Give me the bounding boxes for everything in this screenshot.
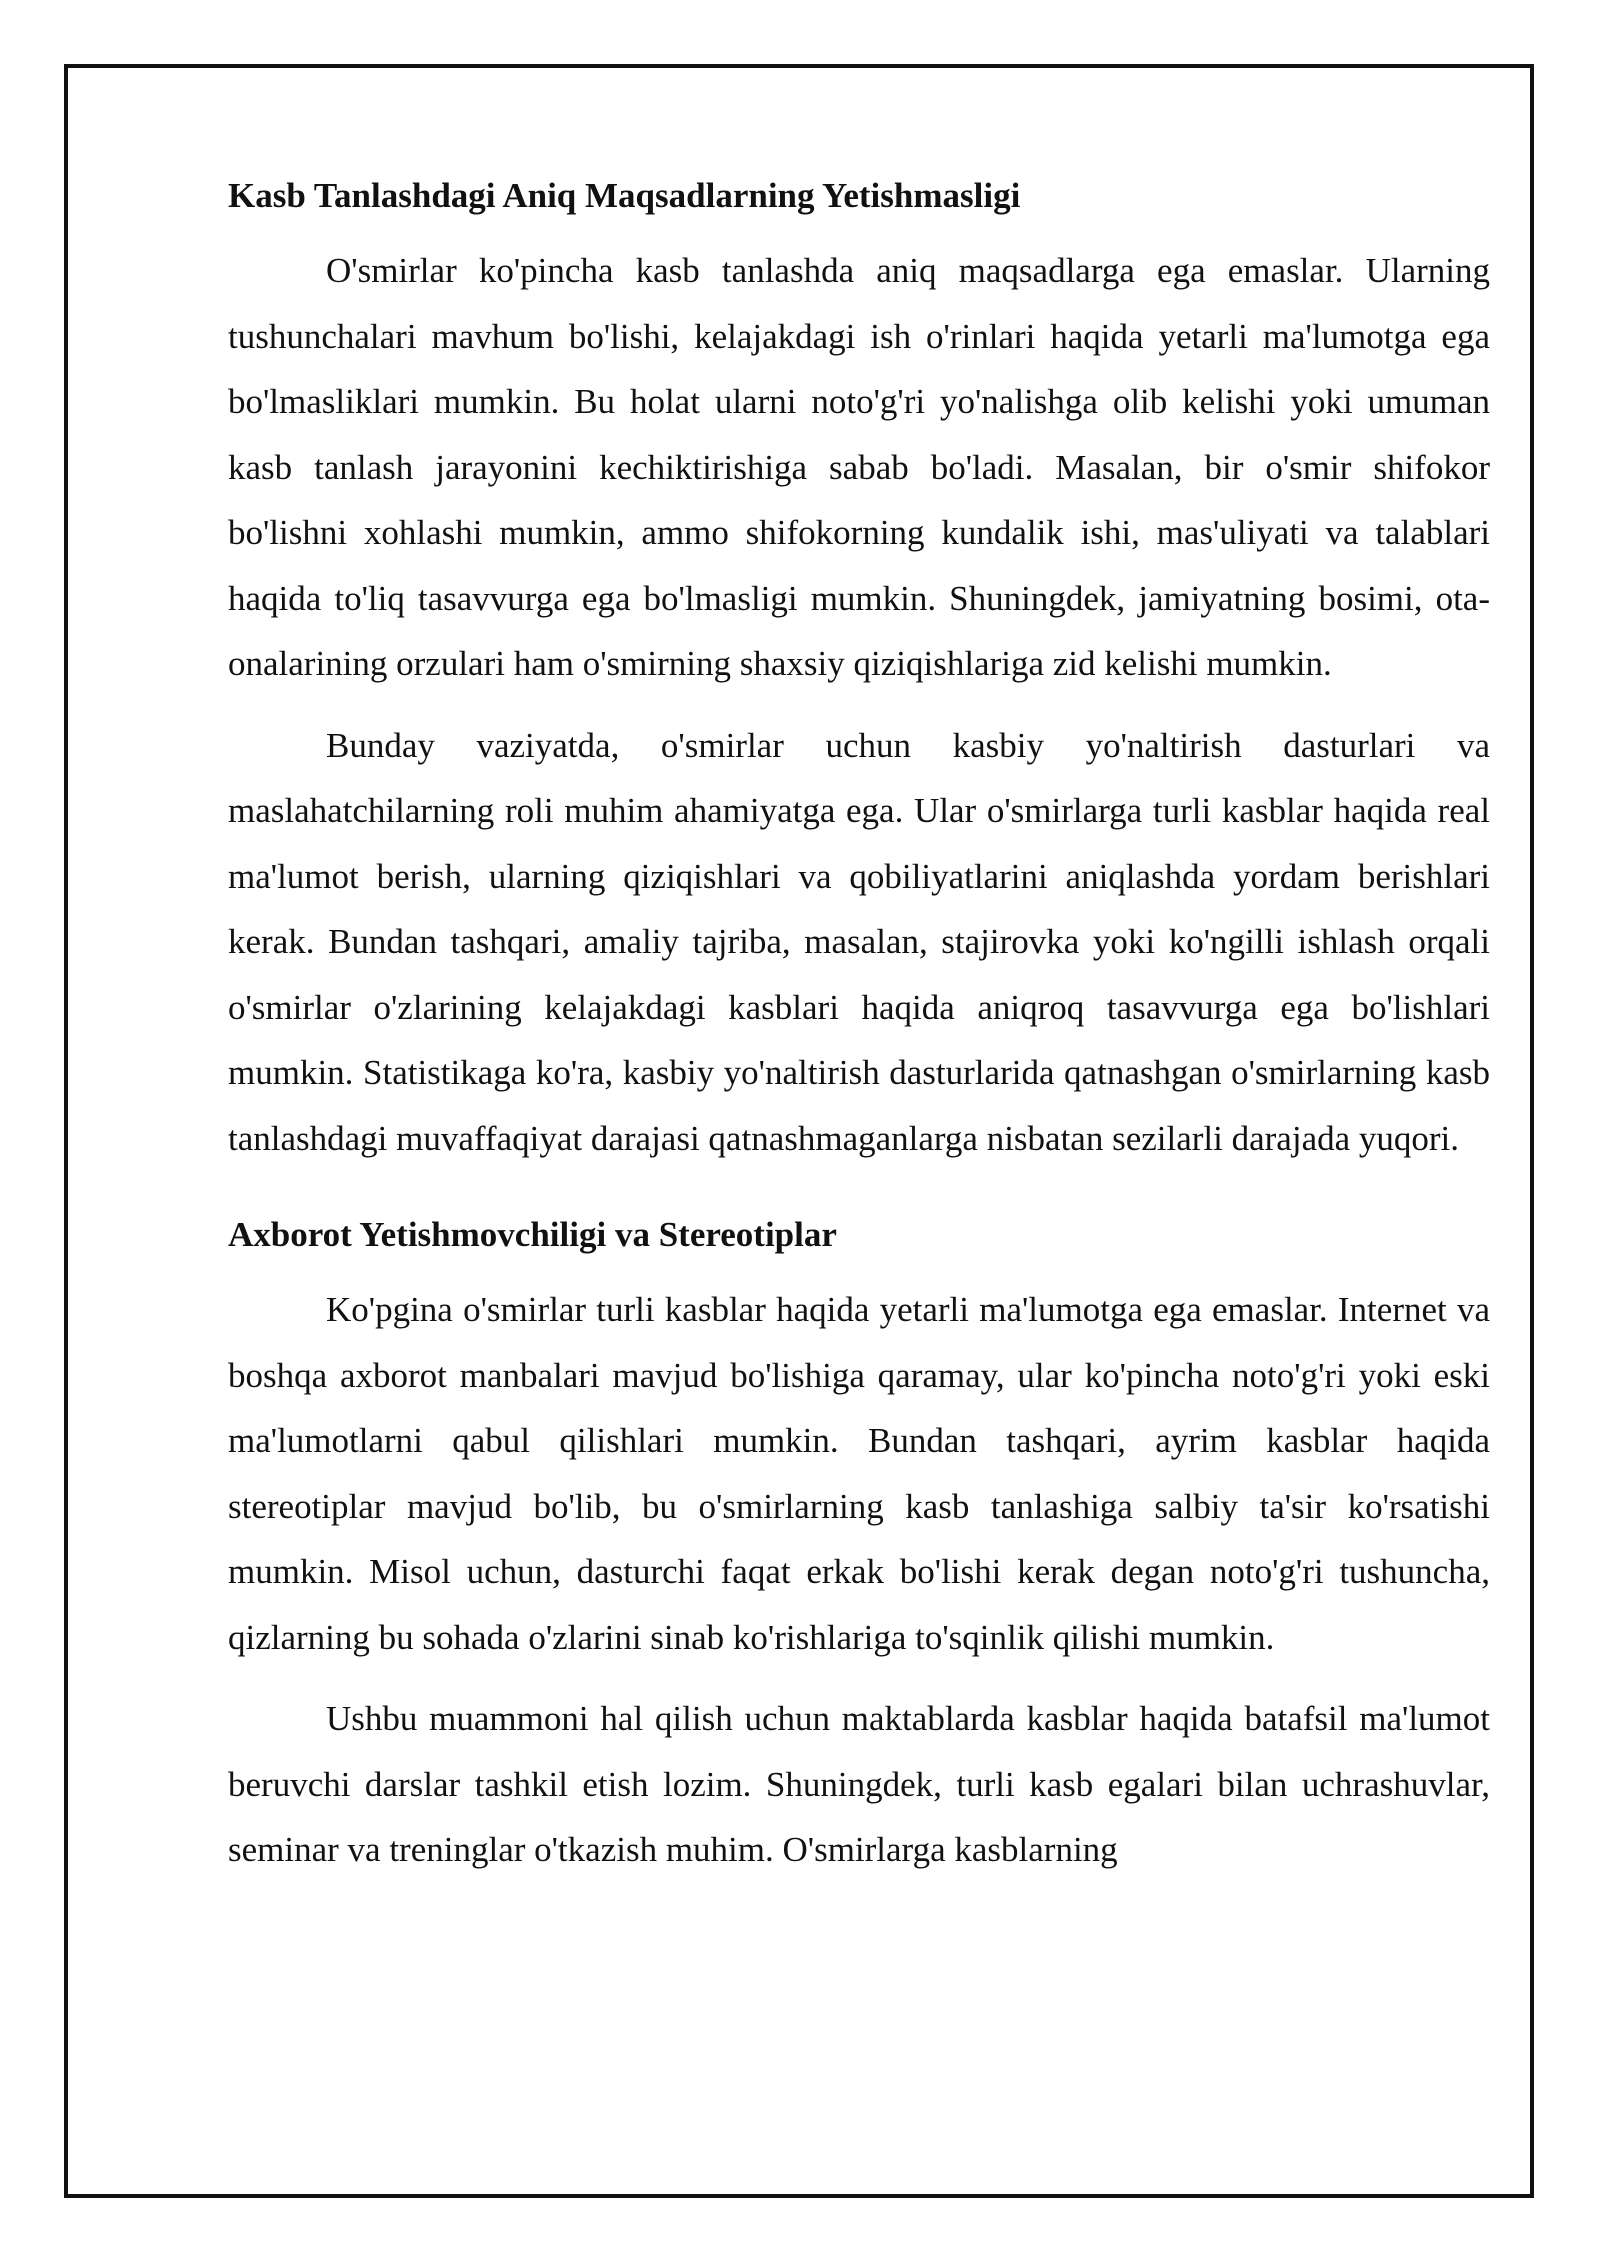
body-paragraph: Ushbu muammoni hal qilish uchun maktablarda kasblar haqida batafsil ma'lumot beruvchi darslar tashkil etish lozim. Shuningdek, turli kasb egalari bilan uchrashuvlar, seminar va treninglar o'tkazish muhim. O'smirlarga kasblarning: [228, 1699, 1490, 1869]
body-paragraph: Ko'pgina o'smirlar turli kasblar haqida yetarli ma'lumotga ega emaslar. Internet va boshqa axborot manbalari mavjud bo'lishiga qaramay, ular ko'pincha noto'g'ri yoki eski ma'lumotlarni qabul qilishlari mumkin. Bundan tashqari, ayrim kasblar haqida stereotiplar mavjud bo'lib, bu o'smirlarning kasb tanlashiga salbiy ta'sir ko'rsatishi mumkin. Misol uchun, dasturchi faqat erkak bo'lishi kerak degan noto'g'ri tushuncha, qizlarning bu sohada o'zlarini sinab ko'rishlariga to'sqinlik qilishi mumkin.: [228, 1290, 1490, 1657]
section-information-stereotypes: [228, 1209, 1490, 1883]
body-paragraph: Bunday vaziyatda, o'smirlar uchun kasbiy yo'naltirish dasturlari va maslahatchilarning roli muhim ahamiyatga ega. Ular o'smirlarga turli kasblar haqida real ma'lumot berish, ularning qiziqishlari va qobiliyatlarini aniqlashda yordam berishlari kerak. Bundan tashqari, amaliy tajriba, masalan, stajirovka yoki ko'ngilli ishlash orqali o'smirlar o'zlarining kelajakdagi kasblari haqida aniqroq tasavvurga ega bo'lishlari mumkin. Statistikaga ko'ra, kasbiy yo'naltirish dasturlarida qatnashgan o'smirlarning kasb tanlashdagi muvaffaqiyat darajasi qatnashmaganlarga nisbatan sezilarli darajada yuqori.: [228, 725, 1490, 1158]
document-body: [228, 170, 1490, 1899]
section-heading: Axborot Yetishmovchiligi va Stereotiplar: [228, 1215, 837, 1254]
section-career-goals: [228, 170, 1490, 1171]
body-paragraph: O'smirlar ko'pincha kasb tanlashda aniq maqsadlarga ega emaslar. Ularning tushunchalari mavhum bo'lishi, kelajakdagi ish o'rinlari haqida yetarli ma'lumotga ega bo'lmasliklari mumkin. Bu holat ularni noto'g'ri yo'nalishga olib kelishi yoki umuman kasb tanlash jarayonini kechiktirishiga sabab bo'ladi. Masalan, bir o'smir shifokor bo'lishni xohlashi mumkin, ammo shifokorning kundalik ishi, mas'uliyati va talablari haqida to'liq tasavvurga ega bo'lmasligi mumkin. Shuningdek, jamiyatning bosimi, ota-onalarining orzulari ham o'smirning shaxsiy qiziqishlariga zid kelishi mumkin.: [228, 251, 1490, 683]
section-heading: Kasb Tanlashdagi Aniq Maqsadlarning Yetishmasligi: [228, 176, 1021, 215]
